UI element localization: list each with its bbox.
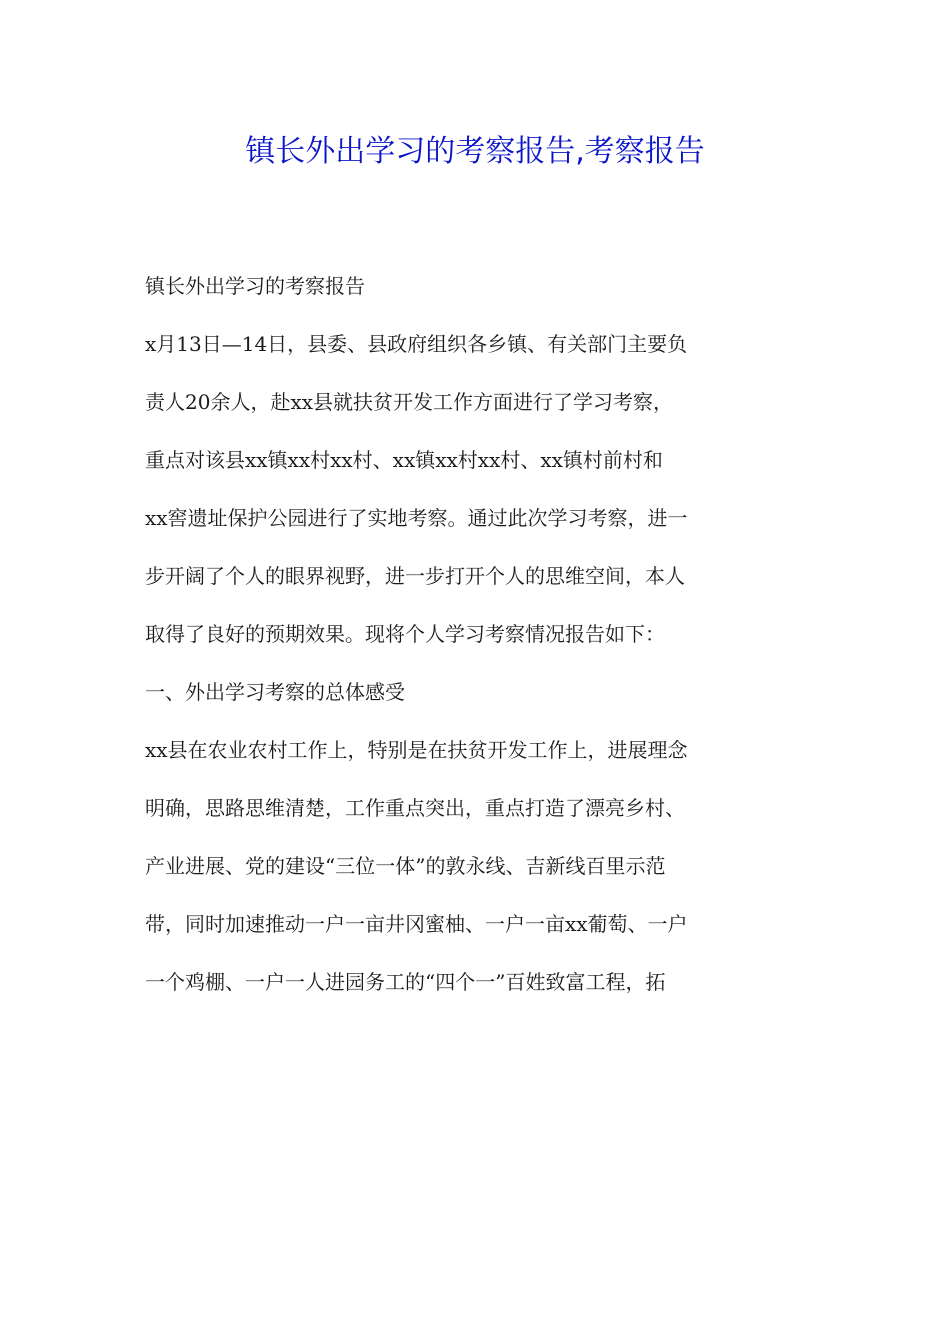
section-heading: 一、外出学习考察的总体感受 [145,680,405,704]
body-line: 步开阔了个人的眼界视野，进一步打开个人的思维空间，本人 [145,564,685,588]
body-line: 产业进展、党的建设“三位一体”的敦永线、吉新线百里示范 [145,854,666,878]
body-line: 明确，思路思维清楚，工作重点突出，重点打造了漂亮乡村、 [145,796,685,820]
body-line: x月13日—14日，县委、县政府组织各乡镇、有关部门主要负 [145,332,688,356]
body-line: 取得了良好的预期效果。现将个人学习考察情况报告如下： [145,622,665,646]
body-line: xx县在农业农村工作上，特别是在扶贫开发工作上，进展理念 [145,738,688,762]
body-line: 镇长外出学习的考察报告 [145,274,365,298]
body-line: 一个鸡棚、一户一人进园务工的“四个一”百姓致富工程，拓 [145,970,666,994]
body-line: 带，同时加速推动一户一亩井冈蜜柚、一户一亩xx葡萄、一户 [145,912,688,936]
body-line: 重点对该县xx镇xx村xx村、xx镇xx村xx村、xx镇村前村和 [145,448,663,472]
document-body [145,262,805,1016]
body-line: xx窖遗址保护公园进行了实地考察。通过此次学习考察，进一 [145,506,688,530]
document-title: 镇长外出学习的考察报告,考察报告 [245,134,705,169]
body-line: 责人20余人，赴xx县就扶贫开发工作方面进行了学习考察， [145,390,674,414]
